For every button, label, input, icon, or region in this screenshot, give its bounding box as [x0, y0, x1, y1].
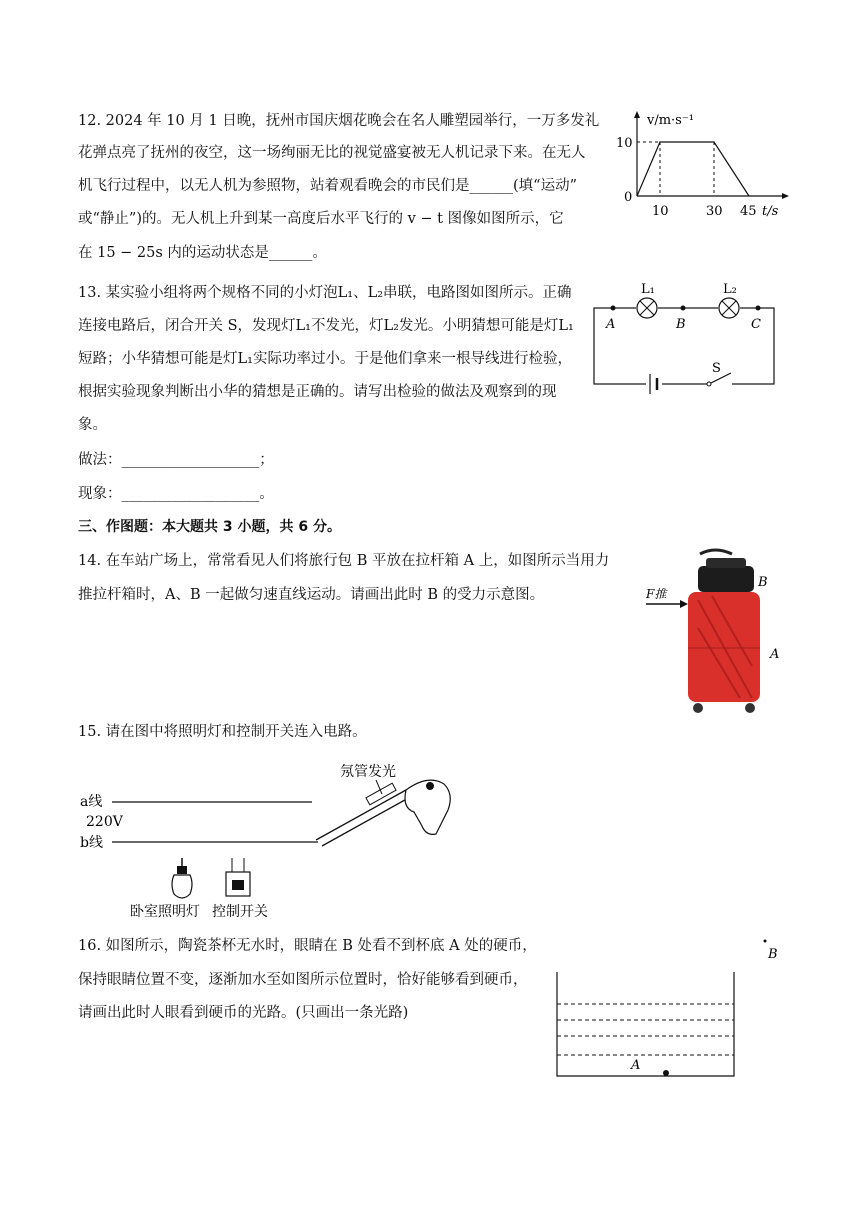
q13-line-2: 连接电路后，闭合开关 S，发现灯L₁不发光，灯L₂发光。小明猜想可能是灯L₁ [78, 318, 574, 334]
circuit-l1: L₁ [641, 282, 655, 297]
coin-label-a: A [631, 1058, 641, 1073]
voltage-label: 220V [86, 814, 123, 830]
q12-line-5: 在 15 − 25s 内的运动状态是______。 [78, 245, 327, 261]
vt-graph [612, 108, 792, 220]
q12-line-4: 或“静止”)的。无人机上升到某一高度后水平飞行的 v − t 图像如图所示，它 [78, 211, 564, 227]
graph-x-tick-45: 45 [740, 204, 757, 219]
graph-x-tick-30: 30 [706, 204, 723, 219]
q13-method: 做法：___________________； [78, 452, 274, 468]
bag-label-b: B [758, 575, 768, 590]
lamp-label: 卧室照明灯 [130, 904, 200, 920]
q16-line-2: 保持眼睛位置不变，逐渐加水至如图所示位置时，恰好能够看到硬币， [78, 972, 528, 988]
q14-line-2: 推拉杆箱时，A、B 一起做匀速直线运动。请画出此时 B 的受力示意图。 [78, 587, 545, 603]
graph-ylabel: v/m·s⁻¹ [647, 113, 694, 128]
b-wire-label: b线 [80, 835, 103, 851]
q12-line-2: 花弹点亮了抚州的夜空，这一场绚丽无比的视觉盛宴被无人机记录下来。在无人 [78, 145, 586, 161]
q15-line: 15. 请在图中将照明灯和控制开关连入电路。 [78, 724, 367, 740]
q16-line-1: 16. 如图所示，陶瓷茶杯无水时，眼睛在 B 处看不到杯底 A 处的硬币， [78, 938, 537, 954]
section-3-heading: 三、作图题：本大题共 3 小题，共 6 分。 [78, 519, 341, 535]
q13-line-5: 象。 [78, 417, 107, 433]
case-label-a: A [770, 647, 780, 662]
circuit-l2: L₂ [723, 282, 737, 297]
a-wire-label: a线 [80, 794, 103, 810]
q14-line-1: 14. 在车站广场上，常常看见人们将旅行包 B 平放在拉杆箱 A 上，如图所示当用力 [78, 553, 610, 569]
q13-line-1: 13. 某实验小组将两个规格不同的小灯泡L₁、L₂串联，电路图如图所示。正确 [78, 285, 572, 301]
neon-label: 氖管发光 [340, 764, 396, 780]
circuit-c: C [751, 317, 761, 332]
suitcase-figure [640, 548, 790, 716]
circuit-b: B [676, 317, 686, 332]
force-label: F推 [646, 587, 667, 601]
q13-phenomenon: 现象：___________________。 [78, 486, 274, 502]
circuit-s: S [712, 361, 721, 376]
eye-label-b: B [768, 947, 778, 962]
circuit-a: A [606, 317, 616, 332]
circuit-diagram [590, 280, 780, 398]
graph-x-tick-10: 10 [652, 204, 669, 219]
wiring-figure [76, 754, 466, 924]
q13-line-4: 根据实验现象判断出小华的猜想是正确的。请写出检验的做法及观察到的现 [78, 384, 557, 400]
q12-line-3: 机飞行过程中，以无人机为参照物，站着观看晚会的市民们是______(填“运动” [78, 178, 577, 194]
cup-figure [550, 932, 790, 1082]
graph-origin: 0 [624, 190, 633, 205]
graph-y-tick: 10 [616, 136, 633, 151]
q16-line-3: 请画出此时人眼看到硬币的光路。(只画出一条光路) [78, 1005, 409, 1021]
switch-label: 控制开关 [212, 904, 268, 920]
q12-line-1: 12. 2024 年 10 月 1 日晚，抚州市国庆烟花晚会在名人雕塑园举行，一万多发礼 [78, 113, 600, 129]
q13-line-3: 短路；小华猜想可能是灯L₁实际功率过小。于是他们拿来一根导线进行检验， [78, 351, 572, 367]
graph-xlabel: t/s [762, 204, 779, 219]
